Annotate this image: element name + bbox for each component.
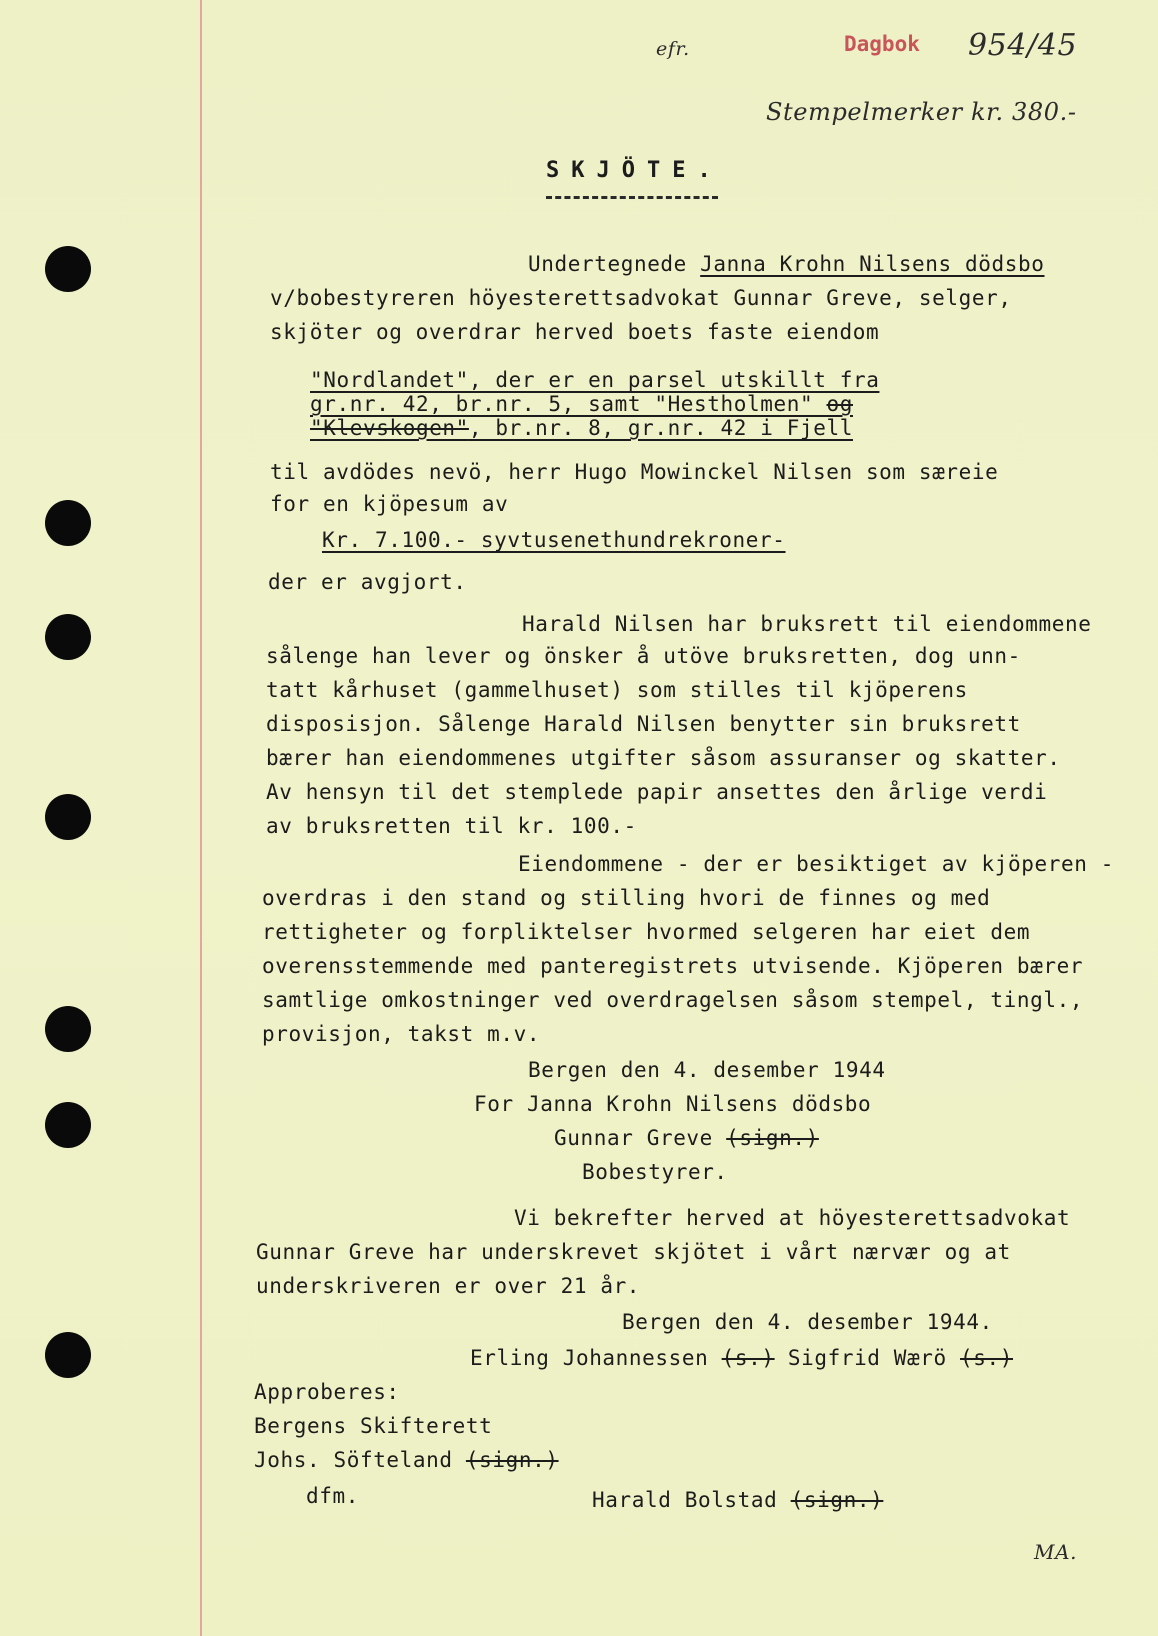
p1-line-3: skjöter og overdrar herved boets faste eiendom	[270, 320, 880, 344]
p3-line-1: Eiendommene - der er besiktiget av kjöperen -	[518, 852, 1114, 876]
sig1-for-line: For Janna Krohn Nilsens dödsbo	[474, 1092, 872, 1116]
p2-line-6: Av hensyn til det stemplede papir ansettes den årlige verdi	[266, 780, 1048, 804]
sig1-place-date: Bergen den 4. desember 1944	[528, 1058, 886, 1082]
judge-title: dfm.	[306, 1484, 359, 1508]
punch-hole	[45, 246, 91, 292]
punch-hole	[45, 1006, 91, 1052]
buyer-line: til avdödes nevö, herr Hugo Mowinckel Nilsen som særeie	[270, 460, 999, 484]
p3-line-5: samtlige omkostninger ved overdragelsen såsom stempel, tingl.,	[262, 988, 1084, 1012]
margin-line	[200, 0, 202, 1636]
second-signer-mark: (sign.)	[790, 1488, 884, 1512]
witness-line-2: Gunnar Greve har underskrevet skjötet i vårt nærvær og at	[256, 1240, 1011, 1264]
p3-line-2: overdras i den stand og stilling hvori de finnes og med	[262, 886, 991, 910]
p1-line-1	[528, 252, 1045, 276]
p2-line-2: sålenge han lever og önsker å utöve bruksretten, dog unn-	[266, 644, 1021, 668]
punch-hole	[45, 1332, 91, 1378]
probate-court: Bergens Skifterett	[254, 1414, 493, 1438]
purchase-price: Kr. 7.100.- syvtusenethundrekroner-	[322, 528, 786, 552]
property-line-2	[310, 392, 853, 416]
seller-estate-name: Janna Krohn Nilsens dödsbo	[700, 252, 1045, 276]
document-title: SKJÖTE.	[546, 158, 723, 183]
witness-1: Erling Johannessen	[470, 1346, 722, 1370]
dagbok-stamp: Dagbok	[844, 32, 920, 56]
journal-number: 954/45	[968, 28, 1078, 63]
approval-heading: Approberes:	[254, 1380, 400, 1404]
p1-intro: Undertegnede	[528, 252, 701, 276]
stamp-duty-note: Stempelmerker kr. 380.-	[766, 98, 1077, 126]
witness-line-1: Vi bekrefter herved at höyesterettsadvokat	[514, 1206, 1071, 1230]
witness-2-mark: (s.)	[960, 1346, 1013, 1370]
punch-hole	[45, 500, 91, 546]
witness-signatures	[470, 1346, 1013, 1370]
title-underline	[546, 196, 718, 199]
signer-name: Gunnar Greve	[554, 1126, 727, 1150]
witness-1-mark: (s.)	[721, 1346, 775, 1370]
sig1-signer	[554, 1126, 819, 1150]
price-intro: for en kjöpesum av	[270, 492, 509, 516]
p3-line-6: provisjon, takst m.v.	[262, 1022, 541, 1046]
p2-line-7: av bruksretten til kr. 100.-	[266, 814, 637, 838]
p2-line-4: disposisjon. Sålenge Harald Nilsen benytter sin bruksrett	[266, 712, 1021, 736]
property-line-3-text: , br.nr. 8, gr.nr. 42 i Fjell	[468, 416, 853, 440]
punch-hole	[45, 1102, 91, 1148]
property-line-1: "Nordlandet", der er en parsel utskillt fra	[310, 368, 880, 392]
property-line-2-text: gr.nr. 42, br.nr. 5, samt "Hestholmen"	[310, 392, 827, 416]
struck-word: og	[826, 392, 853, 416]
judge-sign-mark: (sign.)	[465, 1448, 559, 1472]
footer-initials: MA.	[1034, 1540, 1078, 1564]
sign-mark: (sign.)	[726, 1126, 819, 1150]
judge-name: Johs. Söfteland	[254, 1448, 466, 1472]
p2-line-3: tatt kårhuset (gammelhuset) som stilles til kjöperens	[266, 678, 968, 702]
witness-2: Sigfrid Wærö	[774, 1346, 961, 1370]
sig1-role: Bobestyrer.	[582, 1160, 728, 1184]
judge-line	[254, 1448, 559, 1472]
punch-hole	[45, 614, 91, 660]
settled-line: der er avgjort.	[268, 570, 467, 594]
p2-line-1: Harald Nilsen har bruksrett til eiendommene	[522, 612, 1092, 636]
p2-line-5: bærer han eiendommenes utgifter såsom assuranser og skatter.	[266, 746, 1061, 770]
p3-line-3: rettigheter og forpliktelser hvormed selgeren har eiet dem	[262, 920, 1031, 944]
p1-line-2: v/bobestyreren höyesterettsadvokat Gunnar Greve, selger,	[270, 286, 1012, 310]
struck-name: "Klevskogen"	[310, 416, 469, 440]
punch-hole	[45, 794, 91, 840]
property-line-3	[310, 416, 853, 440]
second-signer	[592, 1488, 883, 1512]
witness-line-3: underskriveren er over 21 år.	[256, 1274, 641, 1298]
witness-place-date: Bergen den 4. desember 1944.	[622, 1310, 993, 1334]
second-signer-name: Harald Bolstad	[592, 1488, 791, 1512]
header-initials: efr.	[656, 38, 690, 60]
p3-line-4: overensstemmende med panteregistrets utvisende. Kjöperen bærer	[262, 954, 1084, 978]
